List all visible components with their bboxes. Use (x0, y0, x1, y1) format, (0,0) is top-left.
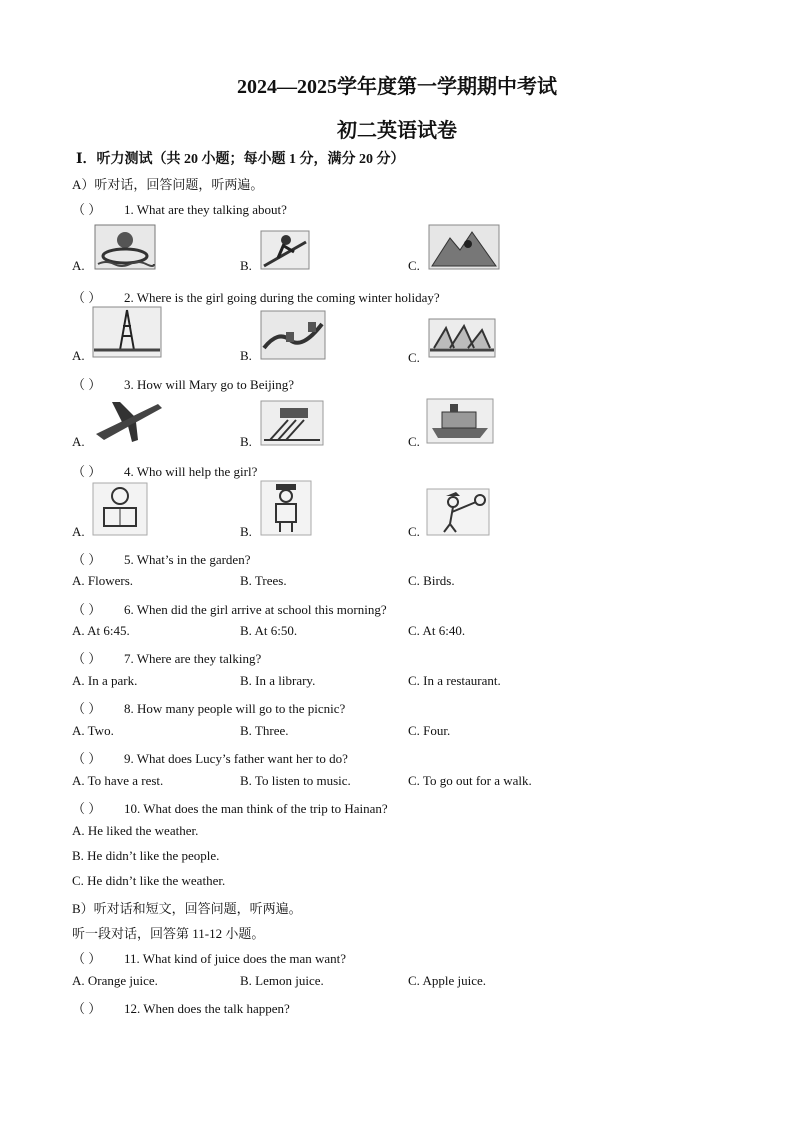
question-10 (72, 798, 388, 817)
answer-blank[interactable]: （ ） (72, 377, 102, 392)
answer-blank[interactable]: （ ） (72, 290, 102, 305)
great-wall-icon (260, 310, 326, 360)
option-c[interactable]: C. To go out for a walk. (408, 773, 532, 788)
mountain-climbing-icon (428, 224, 500, 270)
option-b[interactable] (240, 400, 330, 450)
option-label: B. (240, 258, 252, 273)
question-text: 6. When did the girl arrive at school this morning? (124, 602, 387, 617)
question-8 (72, 698, 345, 717)
option-b[interactable]: B. To listen to music. (240, 773, 351, 788)
option-b[interactable]: B. Three. (240, 723, 289, 738)
option-b[interactable]: B. Trees. (240, 573, 287, 588)
opera-house-icon (428, 318, 496, 358)
option-b[interactable]: B. Lemon juice. (240, 973, 324, 988)
question-2 (72, 287, 440, 306)
eiffel-tower-icon (92, 306, 162, 358)
question-5 (72, 549, 250, 568)
answer-blank[interactable]: （ ） (72, 552, 102, 567)
question-11 (72, 948, 346, 967)
answer-blank[interactable]: （ ） (72, 464, 102, 479)
reader-icon (92, 482, 148, 536)
option-label: A. (72, 348, 85, 363)
option-b[interactable]: B. He didn’t like the people. (72, 848, 220, 863)
policeman-icon (260, 480, 312, 536)
option-a[interactable]: A. Orange juice. (72, 973, 158, 988)
option-b[interactable]: B. At 6:50. (240, 623, 298, 638)
option-a[interactable] (72, 224, 162, 274)
option-label: B. (240, 524, 252, 539)
option-label: B. (240, 434, 252, 449)
ship-icon (426, 398, 494, 444)
option-a[interactable] (72, 482, 172, 540)
question-text: 1. What are they talking about? (124, 202, 287, 217)
option-a[interactable]: A. Flowers. (72, 573, 134, 588)
question-text: 11. What kind of juice does the man want? (124, 951, 347, 966)
part-b-sub-instruction: 听一段对话，回答第 11-12 小题。 (72, 926, 265, 941)
option-c[interactable]: C. In a restaurant. (408, 673, 501, 688)
answer-blank[interactable]: （ ） (72, 602, 102, 617)
question-text: 9. What does Lucy’s father want her to do? (124, 751, 348, 766)
question-text: 12. When does the talk happen? (124, 1001, 290, 1016)
answer-blank[interactable]: （ ） (72, 202, 102, 217)
answer-blank[interactable]: （ ） (72, 701, 102, 716)
question-text: 2. Where is the girl going during the coming winter holiday? (124, 290, 440, 305)
question-text: 10. What does the man think of the trip to Hainan? (124, 801, 388, 816)
option-a[interactable]: A. At 6:45. (72, 623, 130, 638)
worker-icon (426, 488, 490, 536)
option-b[interactable] (240, 480, 330, 540)
option-c[interactable]: C. At 6:40. (408, 623, 466, 638)
question-12 (72, 998, 290, 1017)
option-a[interactable] (72, 306, 172, 364)
option-b[interactable]: B. In a library. (240, 673, 316, 688)
skiing-icon (260, 230, 310, 270)
question-text: 4. Who will help the girl? (124, 464, 258, 479)
option-label: A. (72, 434, 85, 449)
question-text: 3. How will Mary go to Beijing? (124, 377, 295, 392)
option-a[interactable]: A. To have a rest. (72, 773, 164, 788)
answer-blank[interactable]: （ ） (72, 651, 102, 666)
train-icon (260, 400, 324, 446)
option-label: C. (408, 434, 420, 449)
option-c[interactable]: C. Four. (408, 723, 451, 738)
option-c[interactable]: C. Apple juice. (408, 973, 486, 988)
exam-subtitle: 初二英语试卷 (337, 120, 457, 142)
option-a[interactable]: A. Two. (72, 723, 114, 738)
option-c[interactable]: C. He didn’t like the weather. (72, 873, 226, 888)
answer-blank[interactable]: （ ） (72, 1001, 102, 1016)
question-9 (72, 748, 348, 767)
question-4 (72, 461, 257, 480)
exam-title: 2024—2025学年度第一学期期中考试 (237, 76, 557, 98)
option-c[interactable] (408, 224, 508, 274)
option-label: B. (240, 348, 252, 363)
option-label: A. (72, 258, 85, 273)
question-text: 5. What’s in the garden? (124, 552, 251, 567)
part-b-instruction: B）听对话和短文，回答问题，听两遍。 (72, 901, 302, 916)
question-7 (72, 648, 261, 667)
answer-blank[interactable]: （ ） (72, 751, 102, 766)
question-text: 8. How many people will go to the picnic? (124, 701, 346, 716)
question-3 (72, 374, 294, 393)
option-a[interactable]: A. He liked the weather. (72, 823, 199, 838)
section-heading: Ⅰ．听力测试（共 20 小题；每小题 1 分，满分 20 分） (76, 152, 405, 167)
swimming-icon (94, 224, 156, 270)
part-a-instruction: A）听对话，回答问题，听两遍。 (72, 177, 264, 192)
option-c[interactable] (408, 318, 508, 366)
option-a[interactable] (72, 394, 172, 450)
plane-icon (92, 394, 164, 446)
option-c[interactable] (408, 398, 508, 450)
answer-blank[interactable]: （ ） (72, 951, 102, 966)
option-label: A. (72, 524, 85, 539)
option-label: C. (408, 524, 420, 539)
question-1 (72, 199, 287, 218)
option-b[interactable] (240, 224, 320, 274)
option-c[interactable] (408, 488, 508, 540)
option-b[interactable] (240, 310, 330, 364)
answer-blank[interactable]: （ ） (72, 801, 102, 816)
question-text: 7. Where are they talking? (124, 651, 262, 666)
option-c[interactable]: C. Birds. (408, 573, 455, 588)
option-label: C. (408, 350, 420, 365)
option-label: C. (408, 258, 420, 273)
option-a[interactable]: A. In a park. (72, 673, 138, 688)
question-6 (72, 599, 387, 618)
